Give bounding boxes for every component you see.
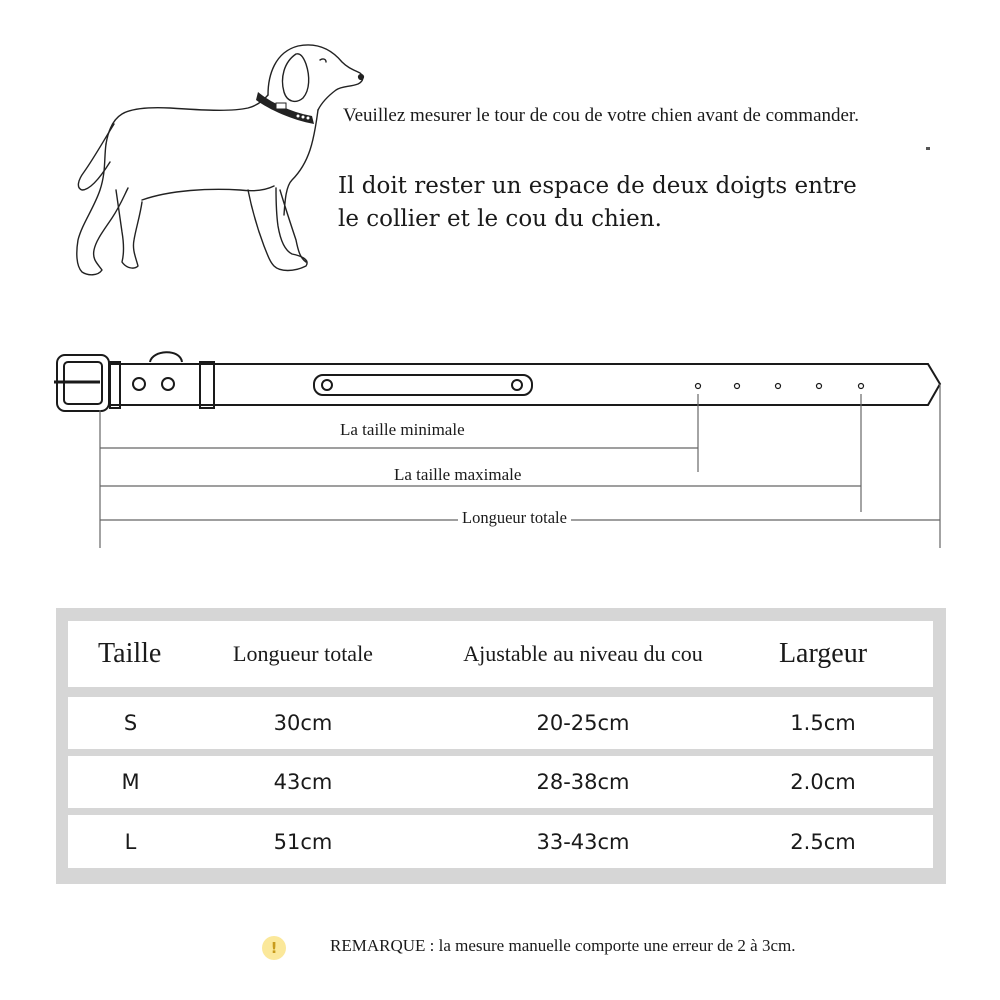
table-row xyxy=(68,697,933,749)
neck-range-cell: 28-38cm xyxy=(536,770,630,794)
size-cell: S xyxy=(123,711,138,735)
header-neck-adjustable: Ajustable au niveau du cou xyxy=(463,641,703,666)
collar-diagram xyxy=(0,330,1000,570)
width-cell: 1.5cm xyxy=(790,711,856,735)
width-cell: 2.0cm xyxy=(790,770,856,794)
width-cell: 2.5cm xyxy=(790,829,856,854)
size-cell: L xyxy=(124,829,137,854)
size-cell: M xyxy=(121,770,140,794)
table-row xyxy=(68,815,933,868)
neck-range-cell: 33-43cm xyxy=(536,829,630,854)
total-length-cell: 51cm xyxy=(273,829,333,854)
neck-range-cell: 20-25cm xyxy=(536,711,630,735)
total-length-label: Longueur totale xyxy=(458,508,571,528)
two-finger-instruction: Il doit rester un espace de deux doigts entre le collier et le cou du chien. xyxy=(338,173,857,232)
size-table xyxy=(56,608,946,884)
table-row xyxy=(68,756,933,808)
table-header-row xyxy=(68,621,933,687)
header-width: Largeur xyxy=(778,638,868,669)
total-length-cell: 43cm xyxy=(273,770,333,794)
measure-instruction: Veuillez mesurer le tour de cou de votre chien avant de commander. xyxy=(343,105,859,126)
warning-icon: ! xyxy=(262,936,286,960)
header-size: Taille xyxy=(98,638,162,669)
max-size-label: La taille maximale xyxy=(390,465,525,485)
min-size-label: La taille minimale xyxy=(336,420,469,440)
stray-mark xyxy=(926,147,930,150)
measurement-note: REMARQUE : la mesure manuelle comporte une erreur de 2 à 3cm. xyxy=(330,936,796,955)
dog-illustration xyxy=(70,40,370,285)
total-length-cell: 30cm xyxy=(273,711,333,735)
header-total-length: Longueur totale xyxy=(233,641,373,666)
